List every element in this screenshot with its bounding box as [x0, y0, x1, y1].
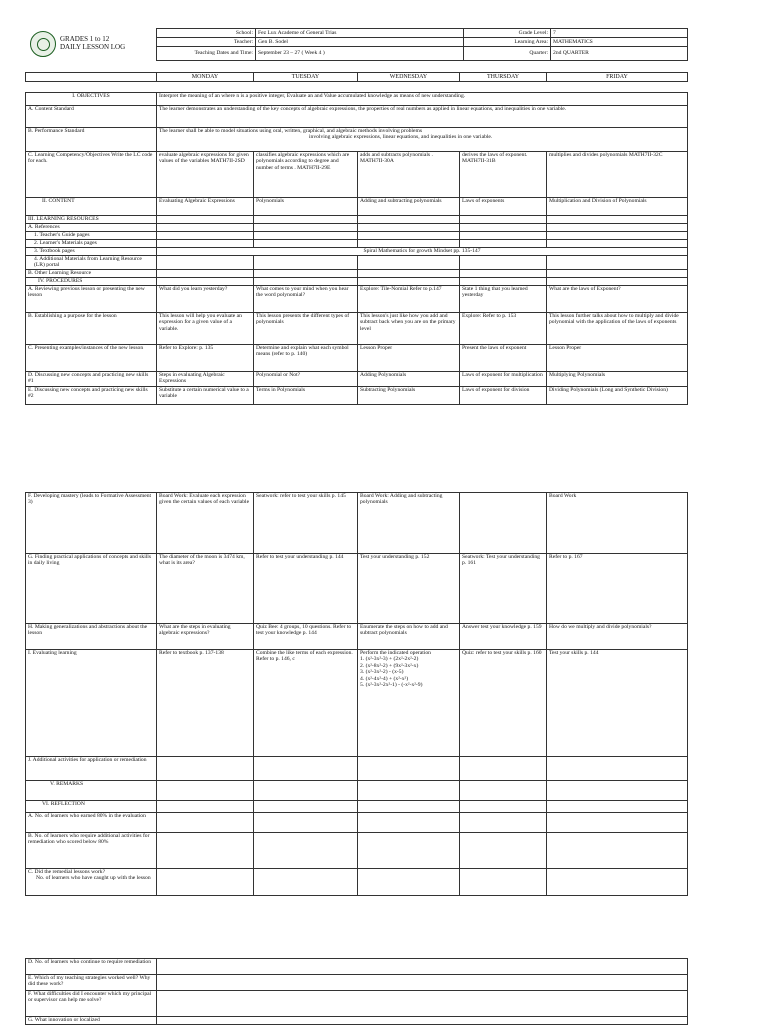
learning-area-label: Learning Area:: [464, 38, 551, 47]
procedure-e-mon: Substitute a certain numerical value to a variable: [157, 387, 254, 405]
teachers-guide-label: 1. Teacher's Guide pages: [26, 232, 157, 240]
content-wed: Adding and subtracting polynomials: [358, 198, 460, 216]
performance-standard-text: [157, 128, 688, 152]
day-monday: MONDAY: [157, 73, 254, 82]
procedure-i-mon: Refer to textbook p. 137-138: [157, 650, 254, 757]
procedure-i-thu: Quiz: refer to test your skills p. 160: [460, 650, 547, 757]
content-label: II. CONTENT: [26, 198, 157, 216]
procedure-h-mon: What are the steps in evaluating algebraic expressions?: [157, 624, 254, 650]
procedure-g-tue: Refer to test your understanding p. 144: [254, 554, 358, 624]
expression-item: 1. (x²-3x²-3) + (2x²-2x²-2): [360, 656, 419, 663]
content-thu: Laws of exponents: [460, 198, 547, 216]
procedure-c-label: C. Presenting examples/instances of the new lesson: [26, 345, 157, 372]
procedure-c-fri: Lesson Proper: [547, 345, 688, 372]
dll-title: [60, 35, 125, 51]
reflection-d-label: D. No. of learners who continue to require remediation: [26, 959, 157, 975]
procedure-a-label: A. Reviewing previous lesson or presenting the new lesson: [26, 286, 157, 313]
textbook-label: 3. Textbook pages: [26, 248, 157, 256]
competency-wed: adds and subtracts polynomials . MATH7II-30A: [358, 152, 460, 198]
procedure-c-mon: Refer to Explore: p. 135: [157, 345, 254, 372]
day-thursday: THURSDAY: [460, 73, 547, 82]
competency-label: C. Learning Competency/Objectives Write the LC code for each.: [26, 152, 157, 198]
references-label: A. References: [26, 224, 157, 232]
procedure-a-fri: What are the laws of Exponent?: [547, 286, 688, 313]
dll-title-line1: GRADES 1 to 12: [60, 35, 110, 43]
procedure-f-fri: Board Work: [547, 493, 688, 554]
procedure-a-tue: What comes to your mind when you hear the word polynomial?: [254, 286, 358, 313]
grade-level-label: Grade Level:: [464, 29, 551, 38]
procedure-h-label: H. Making generalizations and abstractions about the lesson: [26, 624, 157, 650]
competency-mon: evaluate algebraic expressions for given values of the variables MATH7II-2SD: [157, 152, 254, 198]
competency-tue: classifies algebraic expressions which are polynomials according to degree and number of terms . MATH7II-29E: [254, 152, 358, 198]
lesson-table-part3: [25, 958, 688, 1025]
dll-title-line2: DAILY LESSON LOG: [60, 43, 126, 51]
procedure-b-wed: This lesson's just like how you add and subtract back when you are on the primary level: [358, 313, 460, 345]
header-info-table: [156, 28, 688, 61]
procedure-a-mon: What did you learn yesterday?: [157, 286, 254, 313]
procedure-c-tue: Determine and explain what each symbol means (refer to p. 140): [254, 345, 358, 372]
expression-item: 3. (x²-3x²-2) - (x-5): [360, 669, 404, 676]
reflection-label: VI. REFLECTION: [26, 801, 157, 813]
procedure-d-tue: Polynomial or Not?: [254, 372, 358, 387]
procedure-g-label: G. Finding practical applications of concepts and skills in daily living: [26, 554, 157, 624]
additional-materials-label: 4. Additional Materials from Learning Resource (LR) portal: [26, 256, 157, 270]
procedure-d-label: D. Discussing new concepts and practicing new skills #1: [26, 372, 157, 387]
procedure-e-wed: Subtracting Polynomials: [358, 387, 460, 405]
content-tue: Polynomials: [254, 198, 358, 216]
textbook-value: Spiral Mathematics for growth Mindset pp. 135-147: [157, 248, 688, 256]
quarter-label: Quarter:: [464, 47, 551, 61]
expression-item: 5. (x²-3x²-2x²-1) - (-x²-x²-9): [360, 682, 423, 689]
deped-seal-logo: [30, 31, 56, 57]
objectives-label: I. OBJECTIVES: [26, 93, 157, 106]
procedure-g-thu: Seatwork: Test your understanding p. 161: [460, 554, 547, 624]
school-value: Fez Lux Academe of General Trias: [256, 29, 464, 38]
teaching-dates-value: September 23 – 27 ( Week 4 ): [256, 47, 464, 61]
procedure-d-mon: Steps in evaluating Algebraic Expressions: [157, 372, 254, 387]
performance-standard-label: B. Performance Standard: [26, 128, 157, 152]
teacher-value: Gen B. Sodel: [256, 38, 464, 47]
procedure-i-wed: [358, 650, 460, 757]
grade-level-value: 7: [551, 29, 688, 38]
procedure-f-thu: [460, 493, 547, 554]
content-standard-text: The learner demonstrates an understanding of the key concepts of algebraic expressions, the properties of real numbers as applied in linear equations, and inequalities in one variable.: [157, 106, 688, 128]
learners-materials-label: 2. Learner's Materials pages: [26, 240, 157, 248]
procedure-a-wed: Explore: Tile-Nomial Refer to p.147: [358, 286, 460, 313]
procedure-g-mon: The diameter of the moon is 3474 km, what is its area?: [157, 554, 254, 624]
day-friday: FRIDAY: [547, 73, 688, 82]
content-fri: Multiplication and Division of Polynomials: [547, 198, 688, 216]
day-header-table: [25, 72, 688, 82]
lesson-table-part1: [25, 92, 688, 405]
performance-standard-line1: The learner shall be able to model situations using oral, written, graphical, and algebraic methods involving problems: [159, 128, 422, 134]
procedure-e-tue: Terms in Polynomials: [254, 387, 358, 405]
procedure-i-fri: Test your skills p. 144: [547, 650, 688, 757]
procedure-e-label: E. Discussing new concepts and practicing new skills #2: [26, 387, 157, 405]
procedure-h-fri: How do we multiply and divide polynomials?: [547, 624, 688, 650]
lesson-table-part2: [25, 492, 688, 896]
reflection-c-label: [26, 869, 157, 896]
reflection-a-label: A. No. of learners who earned 80% in the evaluation: [26, 813, 157, 833]
procedure-h-tue: Quiz Bee: 4 groups, 10 questions. Refer to test your knowledge p. 144: [254, 624, 358, 650]
procedure-b-mon: This lesson will help you evaluate an expression for a given value of a variable.: [157, 313, 254, 345]
content-mon: Evaluating Algebraic Expressions: [157, 198, 254, 216]
expression-item: 4. (x²-4x²-4) + (x²-x²): [360, 675, 409, 682]
school-label: School:: [157, 29, 256, 38]
procedure-f-wed: Board Work: Adding and subtracting polynomials: [358, 493, 460, 554]
teaching-dates-label: Teaching Dates and Time:: [157, 47, 256, 61]
reflection-c-line1: C. Did the remedial lessons work?: [28, 869, 106, 875]
procedure-c-thu: Present the laws of exponent: [460, 345, 547, 372]
day-tuesday: TUESDAY: [254, 73, 358, 82]
procedure-e-fri: Dividing Polynomials (Long and Synthetic Division): [547, 387, 688, 405]
procedure-b-fri: This lesson further talks about how to multiply and divide polynomial with the application of the laws of exponents: [547, 313, 688, 345]
procedure-e-thu: Laws of exponent for division: [460, 387, 547, 405]
competency-thu: derives the laws of exponent. MATH7II-31B: [460, 152, 547, 198]
procedure-d-wed: Adding Polynomials: [358, 372, 460, 387]
procedure-j-label: J. Additional activities for application or remediation: [26, 757, 157, 781]
expression-item: 2. (x²-8x²-2) + (9x²-3x²-x): [360, 662, 419, 669]
procedure-c-wed: Lesson Proper: [358, 345, 460, 372]
procedure-b-label: B. Establishing a purpose for the lesson: [26, 313, 157, 345]
reflection-e-label: E. Which of my teaching strategies worked well? Why did these work?: [26, 975, 157, 991]
performance-standard-line2: involving algebraic expressions, linear equations, and inequalities in one variable.: [309, 134, 493, 141]
procedure-i-wed-head: Perform the indicated operation: [360, 650, 431, 656]
procedure-d-thu: Laws of exponent for multiplication: [460, 372, 547, 387]
procedure-h-wed: Enumerate the steps on how to add and subtract polynomials: [358, 624, 460, 650]
procedure-f-mon: Board Work: Evaluate each expression given the certain values of each variable: [157, 493, 254, 554]
procedure-f-tue: Seatwork: refer to test your skills p. 145: [254, 493, 358, 554]
remarks-label: V. REMARKS: [26, 781, 157, 801]
teacher-label: Teacher:: [157, 38, 256, 47]
procedure-b-thu: Explore: Refer to p. 153: [460, 313, 547, 345]
procedure-i-label: I. Evaluating learning: [26, 650, 157, 757]
procedure-i-tue: Combine the like terms of each expression. Refer to p. 146, c: [254, 650, 358, 757]
day-wednesday: WEDNESDAY: [358, 73, 460, 82]
procedure-g-fri: Refer to p. 167: [547, 554, 688, 624]
reflection-c-line2: No. of learners who have caught up with the lesson: [36, 875, 151, 882]
procedure-g-wed: Test your understanding p. 152: [358, 554, 460, 624]
procedures-label: IV. PROCEDURES: [26, 278, 157, 286]
reflection-f-label: F. What difficulties did I encounter which my principal or supervisor can help me solve?: [26, 991, 157, 1017]
quarter-value: 2nd QUARTER: [551, 47, 688, 61]
procedure-d-fri: Multiplying Polynomials: [547, 372, 688, 387]
procedure-b-tue: This lesson presents the different types of polynomials: [254, 313, 358, 345]
learning-area-value: MATHEMATICS: [551, 38, 688, 47]
other-resources-label: B. Other Learning Resource: [26, 270, 157, 278]
resources-label: III. LEARNING RESOURCES: [26, 216, 157, 224]
reflection-b-label: B. No. of learners who require additional activities for remediation who scored below 80%: [26, 833, 157, 869]
day-header-blank: [26, 73, 157, 82]
competency-fri: multiplies and divides polynomials MATH7II-32C: [547, 152, 688, 198]
content-standard-label: A. Content Standard: [26, 106, 157, 128]
objectives-text: Interpret the meaning of an where n is a positive integer, Evaluate an and Value accumulated knowledge as means of new understanding.: [157, 93, 688, 106]
procedure-h-thu: Answer test your knowledge p. 159: [460, 624, 547, 650]
procedure-f-label: F. Developing mastery (leads to Formative Assessment 3): [26, 493, 157, 554]
procedure-a-thu: State 1 thing that you learned yesterday: [460, 286, 547, 313]
reflection-g-label: G. What innovation or localized: [26, 1017, 157, 1025]
